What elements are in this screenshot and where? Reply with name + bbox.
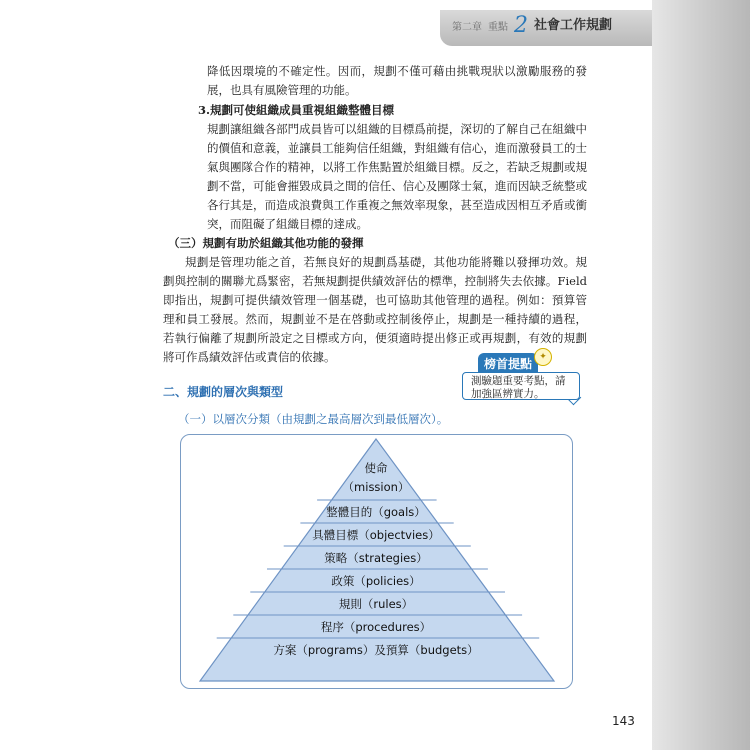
text-line: 的價值和意義，並讓員工能夠信任組織，對組織有信心，進而激發員工的士 bbox=[207, 141, 587, 155]
text-line: 各行其是，而造成浪費與工作重複之無效率現象，甚至造成因相互矛盾或衝 bbox=[207, 198, 587, 212]
text-line: 劃與控制的關聯尤爲緊密，若無規劃提供績效評估的標準，控制將失去依據。Field bbox=[163, 274, 587, 288]
pyramid-level-strategies: 策略（strategies） bbox=[324, 551, 428, 565]
item-3-title: 3.規劃可使組織成員重視組織整體目標 bbox=[198, 103, 395, 117]
pyramid-level-procedures: 程序（procedures） bbox=[320, 620, 432, 634]
pyramid-level-rules: 規則（rules） bbox=[338, 597, 414, 611]
text-line: 規劃讓組織各部門成員皆可以組織的目標爲前提，深切的了解自己在組織中 bbox=[207, 122, 587, 136]
pyramid-level-mission-en: （mission） bbox=[342, 480, 410, 494]
pyramid-level-policies: 政策（policies） bbox=[331, 574, 421, 588]
text-line: 即指出，規劃可提供績效管理一個基礎，也可協助其他管理的過程。例如：預算管 bbox=[163, 293, 587, 307]
focus-label: 重點 bbox=[488, 22, 508, 33]
text-line: 將可作爲績效評估或責信的依據。 bbox=[163, 350, 336, 364]
text-line: 若執行偏離了規劃所設定之目標或方向，便須適時提出修正或再規劃，有效的規劃 bbox=[163, 331, 587, 345]
pyramid-level-mission: 使命 bbox=[364, 461, 388, 475]
pyramid-level-programs-budgets: 方案（programs）及預算（budgets） bbox=[273, 643, 479, 657]
tip-box: 測驗題重要考點，請加強區辨實力。 bbox=[462, 372, 580, 400]
pyramid-level-goals: 整體目的（goals） bbox=[326, 505, 426, 519]
chapter-number: 2 bbox=[514, 13, 528, 38]
section-subheading: （一）以層次分類（由規劃之最高層次到最低層次）。 bbox=[178, 412, 449, 426]
chapter-title: 社會工作規劃 bbox=[534, 18, 613, 33]
text-line: 規劃是管理功能之首，若無良好的規劃爲基礎，其他功能將難以發揮功效。規 bbox=[185, 255, 587, 269]
text-line: 理和員工發展。然而，規劃並不是在啓動或控制後停止，規劃是一種持續的過程， bbox=[163, 312, 587, 326]
lightbulb-icon: ✦ bbox=[534, 348, 552, 366]
section-heading: 二、規劃的層次與類型 bbox=[163, 385, 284, 399]
chapter-label: 第二章 bbox=[452, 22, 482, 33]
text-line: 突，而阻礙了組織目標的達成。 bbox=[207, 217, 368, 231]
text-line: 降低因環境的不確定性。因而，規劃不僅可藉由挑戰現狀以激勵服務的發 bbox=[207, 64, 587, 78]
page-number: 143 bbox=[612, 714, 635, 728]
text-line: 劃不當，可能會摧毀成員之間的信任、信心及團隊士氣，進而因缺乏統整或 bbox=[207, 179, 587, 193]
tip-badge: 榜首提點 bbox=[478, 353, 538, 375]
text-line: 氣與團隊合作的精神，以將工作焦點置於組織目標。反之，若缺乏規劃或規 bbox=[207, 160, 587, 174]
text-line: 展，也具有風險管理的功能。 bbox=[207, 83, 357, 97]
pyramid-level-objectives: 具體目標（objectvies） bbox=[312, 528, 440, 542]
subsection-3-title: （三）規劃有助於組織其他功能的發揮 bbox=[168, 236, 364, 250]
